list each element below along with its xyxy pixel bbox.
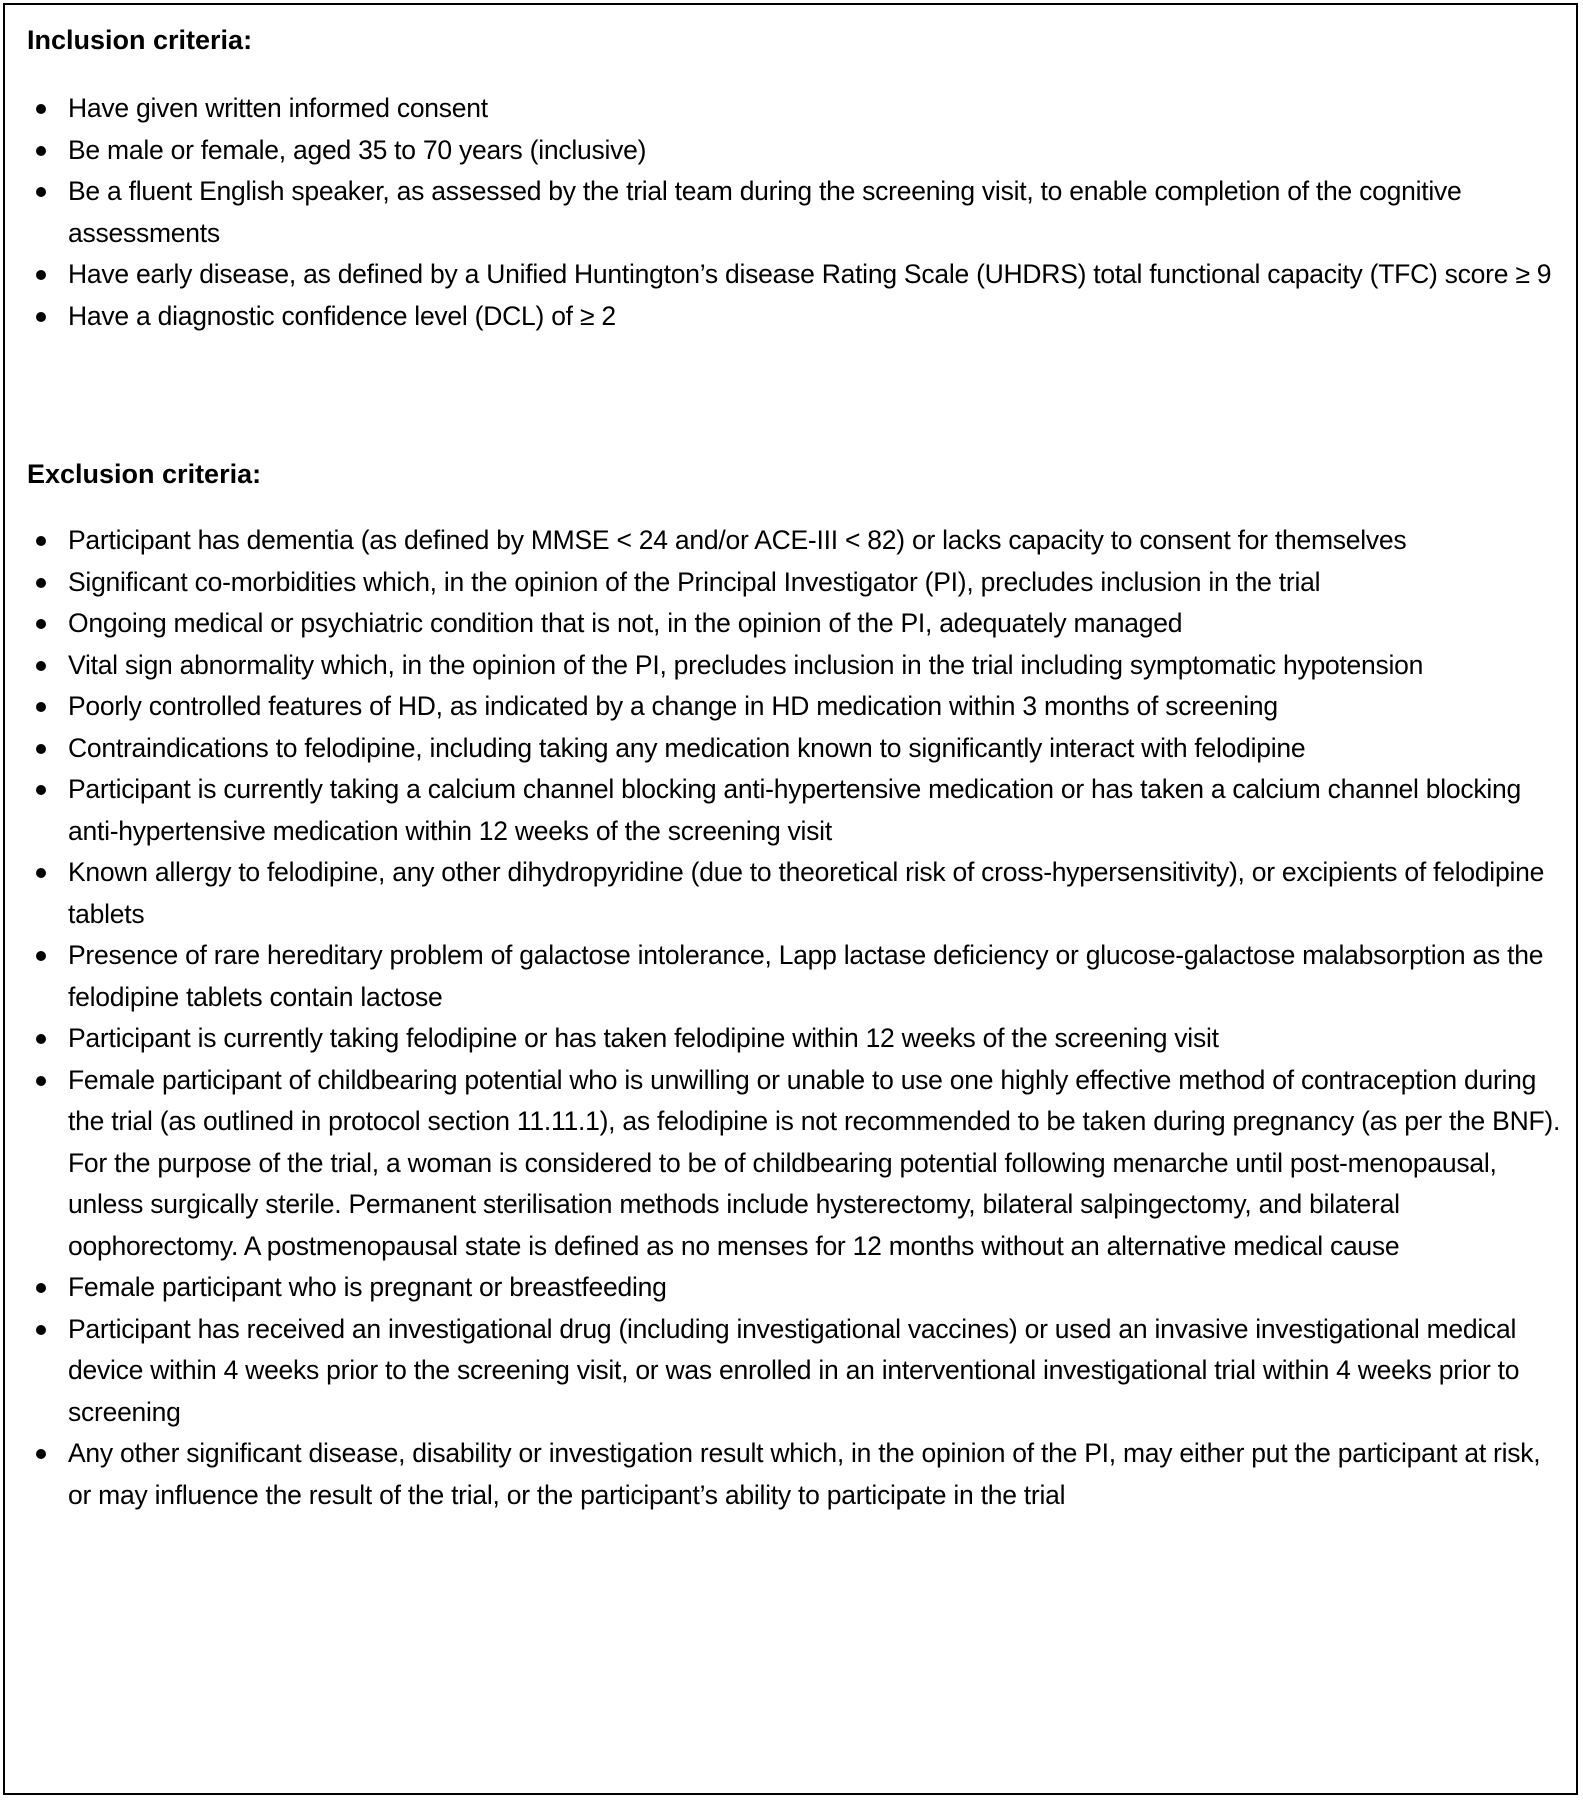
bullet-icon (36, 868, 46, 878)
bullet-icon (36, 312, 46, 322)
bullet-icon (36, 1034, 46, 1044)
list-item (5, 1060, 1580, 1268)
list-item (5, 1433, 1580, 1516)
bullet-icon (36, 104, 46, 114)
inclusion-heading: Inclusion criteria: (27, 25, 253, 55)
list-item (5, 728, 1580, 770)
list-item (5, 254, 1580, 296)
list-item (5, 852, 1580, 935)
item-text: Be a fluent English speaker, as assessed by the trial team during the screening visit, to enable completion of the cognitive assessments (68, 176, 1462, 248)
list-item (5, 769, 1580, 852)
item-text: Known allergy to felodipine, any other dihydropyridine (due to theoretical risk of cross-hypersensitivity), or excipients of felodipine tablets (68, 857, 1545, 929)
item-text: Significant co-morbidities which, in the opinion of the Principal Investigator (PI), precludes inclusion in the trial (68, 566, 1321, 597)
bullet-icon (36, 744, 46, 754)
item-text: Presence of rare hereditary problem of galactose intolerance, Lapp lactase deficiency or glucose-galactose malabsorption as the felodipine tablets contain lactose (68, 940, 1544, 1012)
exclusion-list (5, 520, 1580, 1516)
list-item (5, 645, 1580, 687)
list-item (5, 686, 1580, 728)
list-item (5, 296, 1580, 338)
item-text: Any other significant disease, disability or investigation result which, in the opinion of the PI, may either put the participant at risk, or may influence the result of the trial, or the participant’s ability to participate in the trial (68, 1438, 1541, 1510)
list-item (5, 88, 1580, 130)
item-text: Participant is currently taking a calcium channel blocking anti-hypertensive medication or has taken a calcium channel blocking anti-hypertensive medication within 12 weeks of the screening visit (68, 774, 1522, 846)
item-text: Poorly controlled features of HD, as indicated by a change in HD medication within 3 months of screening (68, 691, 1278, 721)
list-item (5, 171, 1580, 254)
item-text: Female participant who is pregnant or breastfeeding (68, 1272, 667, 1302)
list-item (5, 935, 1580, 1018)
bullet-icon (36, 619, 46, 629)
item-text: Participant has dementia (as defined by MMSE < 24 and/or ACE-III < 82) or lacks capacity to consent for themselves (68, 525, 1407, 555)
bullet-icon (36, 146, 46, 156)
bullet-icon (36, 270, 46, 280)
list-item (5, 562, 1580, 604)
bullet-icon (36, 1076, 46, 1086)
list-item (5, 520, 1580, 562)
list-item (5, 1267, 1580, 1309)
bullet-icon (36, 1449, 46, 1459)
item-text: Have given written informed consent (68, 93, 488, 123)
bullet-icon (36, 187, 46, 197)
item-text: Participant is currently taking felodipine or has taken felodipine within 12 weeks of the screening visit (68, 1023, 1219, 1053)
list-item (5, 130, 1580, 172)
item-text: Participant has received an investigational drug (including investigational vaccines) or used an invasive investigational medical device within 4 weeks prior to the screening visit, or was enrolled in an interventional investigational trial within 4 weeks prior to screening (68, 1313, 1520, 1427)
list-item (5, 1309, 1580, 1434)
bullet-icon (36, 578, 46, 588)
item-text: Ongoing medical or psychiatric condition that is not, in the opinion of the PI, adequately managed (68, 608, 1183, 638)
exclusion-heading: Exclusion criteria: (27, 459, 262, 489)
item-text: Female participant of childbearing potential who is unwilling or unable to use one highly effective method of contraception during the trial (as outlined in protocol section 11.11.1), as felodipine is not recommended to be taken during pregnancy (as per the BNF). For the purpose of the trial, a woman is considered to be of childbearing potential following menarche until post-menopausal, unless surgically sterile. Permanent sterilisation methods include hysterectomy, bilateral salpingectomy, and bilateral oophorectomy. A postmenopausal state is defined as no menses for 12 months without an alternative medical cause (68, 1064, 1561, 1261)
bullet-icon (36, 1325, 46, 1335)
item-text: Contraindications to felodipine, including taking any medication known to significantly interact with felodipine (68, 732, 1306, 763)
bullet-icon (36, 951, 46, 961)
item-text: Have early disease, as defined by a Unified Huntington’s disease Rating Scale (UHDRS) total functional capacity (TFC) score ≥ 9 (68, 259, 1552, 289)
list-item (5, 1018, 1580, 1060)
bullet-icon (36, 702, 46, 712)
bullet-icon (36, 661, 46, 671)
criteria-box (3, 3, 1578, 1795)
inclusion-list (5, 88, 1580, 337)
item-text: Be male or female, aged 35 to 70 years (inclusive) (68, 134, 647, 165)
bullet-icon (36, 536, 46, 546)
item-text: Have a diagnostic confidence level (DCL) of ≥ 2 (68, 300, 616, 331)
bullet-icon (36, 785, 46, 795)
bullet-icon (36, 1283, 46, 1293)
list-item (5, 603, 1580, 645)
item-text: Vital sign abnormality which, in the opinion of the PI, precludes inclusion in the trial including symptomatic hypotension (68, 649, 1424, 680)
